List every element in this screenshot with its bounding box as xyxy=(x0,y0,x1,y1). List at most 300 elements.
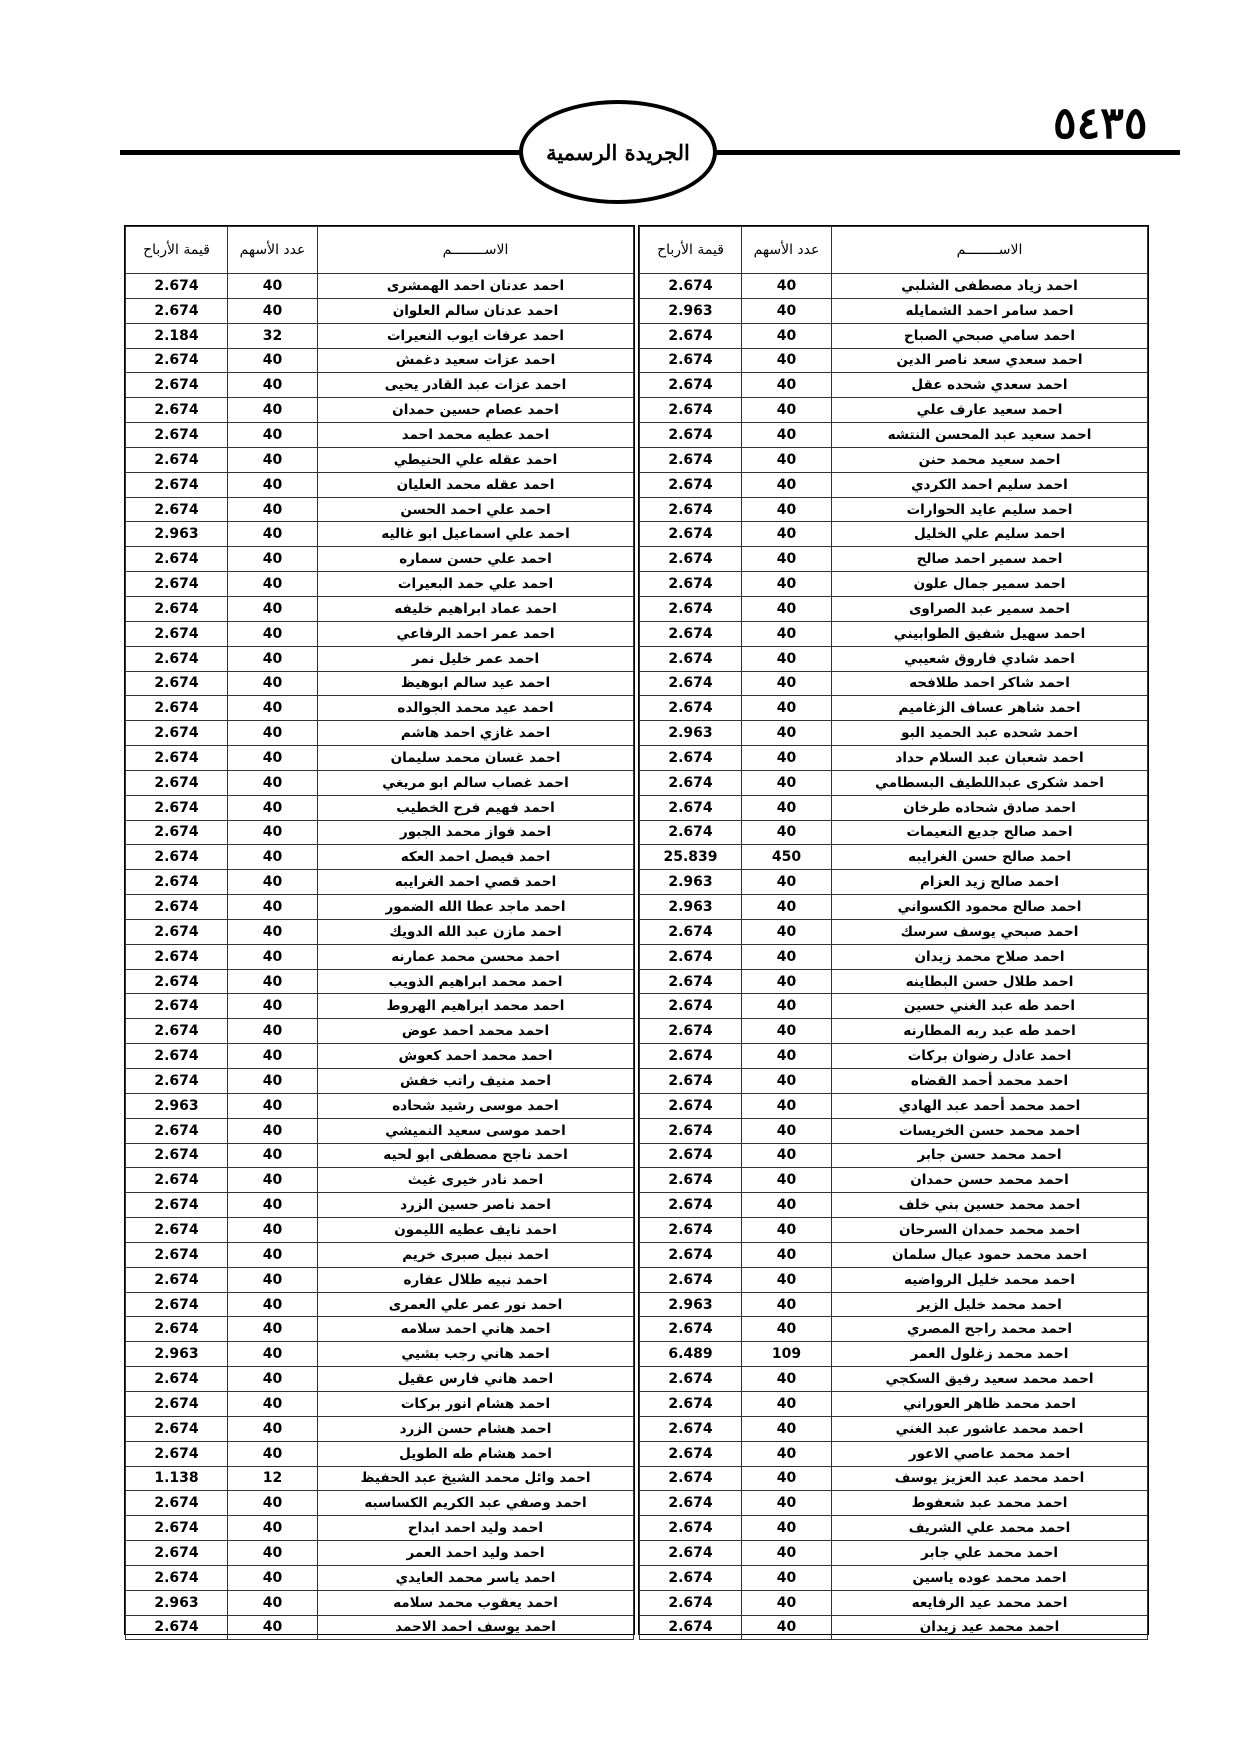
page-number: ٥٤٣٥ xyxy=(1053,98,1148,149)
value-cell: 2.674 xyxy=(126,1168,228,1193)
shares-cell: 40 xyxy=(228,1367,318,1392)
shares-cell: 40 xyxy=(228,1242,318,1267)
shares-cell: 40 xyxy=(742,447,832,472)
value-cell: 2.674 xyxy=(640,1118,742,1143)
shares-cell: 40 xyxy=(228,423,318,448)
shares-cell: 40 xyxy=(742,497,832,522)
name-cell: احمد عدنان احمد الهمشرى xyxy=(318,274,634,299)
table-row xyxy=(640,1118,1148,1143)
name-cell: احمد محمد خليل الرواضيه xyxy=(832,1267,1148,1292)
value-cell: 2.674 xyxy=(126,1516,228,1541)
name-cell: احمد سليم احمد الكردي xyxy=(832,472,1148,497)
table-row xyxy=(126,944,634,969)
table-row xyxy=(640,1143,1148,1168)
shares-cell: 40 xyxy=(742,1615,832,1640)
name-cell: احمد ماجد عطا الله الضمور xyxy=(318,895,634,920)
value-cell: 2.674 xyxy=(126,274,228,299)
shares-cell: 40 xyxy=(228,1391,318,1416)
value-cell: 2.674 xyxy=(126,721,228,746)
value-cell: 2.674 xyxy=(126,596,228,621)
name-cell: احمد فواز محمد الجبور xyxy=(318,820,634,845)
name-cell: احمد صبحي يوسف سرسك xyxy=(832,919,1148,944)
name-cell: احمد محمد أحمد عبد الهادي xyxy=(832,1093,1148,1118)
table-header-row xyxy=(126,227,634,274)
shares-cell: 40 xyxy=(742,596,832,621)
shares-cell: 40 xyxy=(228,447,318,472)
name-cell: احمد سليم علي الخليل xyxy=(832,522,1148,547)
shares-cell: 40 xyxy=(228,596,318,621)
value-cell: 2.963 xyxy=(126,522,228,547)
value-cell: 2.674 xyxy=(126,1218,228,1243)
name-cell: احمد عطيه محمد احمد xyxy=(318,423,634,448)
name-cell: احمد سامي صبحي الصباح xyxy=(832,323,1148,348)
value-cell: 2.674 xyxy=(126,1416,228,1441)
name-cell: احمد وائل محمد الشيخ عبد الحفيظ xyxy=(318,1466,634,1491)
shares-cell: 40 xyxy=(742,423,832,448)
left-dividends-table xyxy=(124,225,635,1635)
table-row xyxy=(126,447,634,472)
table-row xyxy=(126,1391,634,1416)
name-cell: احمد محمد ابراهيم الهروط xyxy=(318,994,634,1019)
table-row xyxy=(640,969,1148,994)
value-cell: 2.963 xyxy=(640,1292,742,1317)
value-cell: 2.674 xyxy=(640,671,742,696)
shares-cell: 40 xyxy=(228,696,318,721)
value-cell: 2.674 xyxy=(126,795,228,820)
value-cell: 2.674 xyxy=(126,1044,228,1069)
shares-cell: 40 xyxy=(742,323,832,348)
shares-cell: 40 xyxy=(742,994,832,1019)
value-cell: 6.489 xyxy=(640,1342,742,1367)
name-cell: احمد نبيل صبرى خريم xyxy=(318,1242,634,1267)
value-cell: 2.674 xyxy=(126,770,228,795)
name-cell: احمد سمير جمال علون xyxy=(832,572,1148,597)
table-row xyxy=(640,1342,1148,1367)
value-cell: 2.674 xyxy=(640,1069,742,1094)
table-row xyxy=(640,1590,1148,1615)
name-cell: احمد مازن عبد الله الدويك xyxy=(318,919,634,944)
value-cell: 2.674 xyxy=(126,919,228,944)
table-row xyxy=(126,870,634,895)
shares-cell: 40 xyxy=(742,870,832,895)
shares-cell: 40 xyxy=(228,621,318,646)
shares-cell: 32 xyxy=(228,323,318,348)
name-cell: احمد ناصر حسين الزرد xyxy=(318,1193,634,1218)
header-shares: عدد الأسهم xyxy=(742,227,832,274)
shares-cell: 40 xyxy=(228,895,318,920)
table-row xyxy=(640,1466,1148,1491)
name-cell: احمد محمد حسن جابر xyxy=(832,1143,1148,1168)
name-cell: احمد علي حسن سماره xyxy=(318,547,634,572)
table-row xyxy=(640,746,1148,771)
name-cell: احمد نور عمر علي العمرى xyxy=(318,1292,634,1317)
right-dividends-table xyxy=(638,225,1149,1635)
value-cell: 2.674 xyxy=(126,1615,228,1640)
shares-cell: 450 xyxy=(742,845,832,870)
table-row xyxy=(126,1168,634,1193)
value-cell: 2.963 xyxy=(126,1342,228,1367)
header-rule-left xyxy=(120,150,530,155)
shares-cell: 40 xyxy=(228,870,318,895)
shares-cell: 40 xyxy=(228,969,318,994)
shares-cell: 40 xyxy=(228,721,318,746)
shares-cell: 40 xyxy=(228,1044,318,1069)
value-cell: 2.674 xyxy=(126,1541,228,1566)
name-cell: احمد شكرى عبداللطيف البسطامي xyxy=(832,770,1148,795)
name-cell: احمد عدنان سالم العلوان xyxy=(318,298,634,323)
name-cell: احمد عيد محمد الجوالده xyxy=(318,696,634,721)
name-cell: احمد صالح محمود الكسواني xyxy=(832,895,1148,920)
name-cell: احمد نايف عطيه الليمون xyxy=(318,1218,634,1243)
value-cell: 2.674 xyxy=(640,795,742,820)
shares-cell: 40 xyxy=(228,919,318,944)
value-cell: 2.963 xyxy=(126,1093,228,1118)
shares-cell: 40 xyxy=(742,1590,832,1615)
name-cell: احمد محمد علي الشريف xyxy=(832,1516,1148,1541)
name-cell: احمد صلاح محمد زيدان xyxy=(832,944,1148,969)
table-row xyxy=(126,1093,634,1118)
value-cell: 2.674 xyxy=(126,547,228,572)
name-cell: احمد محمد عاصي الاعور xyxy=(832,1441,1148,1466)
value-cell: 2.674 xyxy=(640,1019,742,1044)
name-cell: احمد قصي احمد الغرايبه xyxy=(318,870,634,895)
name-cell: احمد محمد سعيد رفيق السكجي xyxy=(832,1367,1148,1392)
table-row xyxy=(126,671,634,696)
table-row xyxy=(126,1267,634,1292)
table-row xyxy=(126,1491,634,1516)
value-cell: 2.674 xyxy=(126,373,228,398)
shares-cell: 40 xyxy=(742,895,832,920)
shares-cell: 40 xyxy=(742,547,832,572)
shares-cell: 40 xyxy=(742,1218,832,1243)
table-row xyxy=(640,1218,1148,1243)
table-row xyxy=(640,870,1148,895)
value-cell: 2.674 xyxy=(126,1069,228,1094)
value-cell: 2.674 xyxy=(640,919,742,944)
name-cell: احمد محسن محمد عمارنه xyxy=(318,944,634,969)
value-cell: 2.184 xyxy=(126,323,228,348)
shares-cell: 40 xyxy=(228,522,318,547)
shares-cell: 40 xyxy=(742,1491,832,1516)
shares-cell: 40 xyxy=(228,1317,318,1342)
name-cell: احمد محمد عوده ياسين xyxy=(832,1565,1148,1590)
value-cell: 2.674 xyxy=(640,1193,742,1218)
value-cell: 2.674 xyxy=(640,696,742,721)
shares-cell: 40 xyxy=(228,770,318,795)
name-cell: احمد موسى سعيد النميشي xyxy=(318,1118,634,1143)
shares-cell: 40 xyxy=(742,1143,832,1168)
shares-cell: 40 xyxy=(228,1590,318,1615)
table-row xyxy=(126,969,634,994)
shares-cell: 40 xyxy=(742,274,832,299)
name-cell: احمد سعيد عارف علي xyxy=(832,398,1148,423)
table-row xyxy=(640,497,1148,522)
shares-cell: 40 xyxy=(228,398,318,423)
value-cell: 2.674 xyxy=(640,1541,742,1566)
shares-cell: 40 xyxy=(228,1093,318,1118)
value-cell: 2.674 xyxy=(640,621,742,646)
shares-cell: 40 xyxy=(228,373,318,398)
value-cell: 2.674 xyxy=(126,870,228,895)
table-row xyxy=(126,1516,634,1541)
name-cell: احمد عرفات ايوب النعيرات xyxy=(318,323,634,348)
header-name: الاســــــــم xyxy=(318,227,634,274)
table-row xyxy=(126,522,634,547)
table-row xyxy=(126,596,634,621)
table-row xyxy=(640,348,1148,373)
shares-cell: 40 xyxy=(742,572,832,597)
table-row xyxy=(640,994,1148,1019)
name-cell: احمد صالح حسن الغرايبه xyxy=(832,845,1148,870)
table-row xyxy=(640,1416,1148,1441)
value-cell: 2.674 xyxy=(126,621,228,646)
shares-cell: 40 xyxy=(742,969,832,994)
shares-cell: 40 xyxy=(742,621,832,646)
shares-cell: 40 xyxy=(742,919,832,944)
table-row xyxy=(126,323,634,348)
table-row xyxy=(126,1565,634,1590)
name-cell: احمد سعدي شحده عقل xyxy=(832,373,1148,398)
table-row xyxy=(126,298,634,323)
name-cell: احمد عقله علي الحنيطي xyxy=(318,447,634,472)
table-row xyxy=(126,1218,634,1243)
name-cell: احمد محمد حسن حمدان xyxy=(832,1168,1148,1193)
name-cell: احمد نبيه طلال عفاره xyxy=(318,1267,634,1292)
table-row xyxy=(126,1541,634,1566)
shares-cell: 40 xyxy=(742,1044,832,1069)
value-cell: 2.674 xyxy=(640,373,742,398)
shares-cell: 40 xyxy=(228,472,318,497)
table-row xyxy=(126,472,634,497)
value-cell: 2.674 xyxy=(126,1565,228,1590)
value-cell: 2.674 xyxy=(126,572,228,597)
table-row xyxy=(126,1292,634,1317)
value-cell: 2.674 xyxy=(126,969,228,994)
table-row xyxy=(640,1044,1148,1069)
name-cell: احمد محمد ظاهر العوراني xyxy=(832,1391,1148,1416)
table-row xyxy=(640,373,1148,398)
value-cell: 2.674 xyxy=(126,1491,228,1516)
shares-cell: 40 xyxy=(228,298,318,323)
header-name: الاســــــــم xyxy=(832,227,1148,274)
name-cell: احمد شعبان عبد السلام حداد xyxy=(832,746,1148,771)
name-cell: احمد طه عبد ربه المطارنه xyxy=(832,1019,1148,1044)
shares-cell: 40 xyxy=(742,1242,832,1267)
table-row xyxy=(126,572,634,597)
name-cell: احمد يوسف احمد الاحمد xyxy=(318,1615,634,1640)
value-cell: 2.674 xyxy=(640,1093,742,1118)
name-cell: احمد عزات عبد القادر يحيى xyxy=(318,373,634,398)
value-cell: 2.674 xyxy=(640,1242,742,1267)
value-cell: 2.674 xyxy=(640,323,742,348)
name-cell: احمد سعيد محمد حنن xyxy=(832,447,1148,472)
table-row xyxy=(126,1242,634,1267)
value-cell: 2.674 xyxy=(640,274,742,299)
table-row xyxy=(640,1391,1148,1416)
value-cell: 2.674 xyxy=(640,497,742,522)
shares-cell: 40 xyxy=(228,497,318,522)
name-cell: احمد عزات سعيد دغمش xyxy=(318,348,634,373)
name-cell: احمد محمد زغلول العمر xyxy=(832,1342,1148,1367)
shares-cell: 40 xyxy=(742,1193,832,1218)
shares-cell: 40 xyxy=(228,1193,318,1218)
shares-cell: 40 xyxy=(228,746,318,771)
name-cell: احمد محمد أحمد القضاه xyxy=(832,1069,1148,1094)
table-row xyxy=(640,1516,1148,1541)
shares-cell: 40 xyxy=(228,1516,318,1541)
name-cell: احمد محمد احمد عوض xyxy=(318,1019,634,1044)
table-row xyxy=(126,1590,634,1615)
value-cell: 2.674 xyxy=(126,1267,228,1292)
name-cell: احمد وليد احمد ابداح xyxy=(318,1516,634,1541)
shares-cell: 40 xyxy=(228,547,318,572)
value-cell: 2.674 xyxy=(640,1367,742,1392)
value-cell: 2.674 xyxy=(640,1441,742,1466)
name-cell: احمد غازي احمد هاشم xyxy=(318,721,634,746)
name-cell: احمد محمد حسين بني خلف xyxy=(832,1193,1148,1218)
shares-cell: 40 xyxy=(742,1391,832,1416)
table-row xyxy=(126,1118,634,1143)
name-cell: احمد سعيد عبد المحسن النتشه xyxy=(832,423,1148,448)
value-cell: 2.674 xyxy=(640,423,742,448)
shares-cell: 40 xyxy=(228,1118,318,1143)
table-row xyxy=(126,1466,634,1491)
shares-cell: 40 xyxy=(228,348,318,373)
table-row xyxy=(640,671,1148,696)
name-cell: احمد هشام حسن الزرد xyxy=(318,1416,634,1441)
value-cell: 2.674 xyxy=(126,423,228,448)
shares-cell: 40 xyxy=(742,770,832,795)
name-cell: احمد صالح جديع النعيمات xyxy=(832,820,1148,845)
table-row xyxy=(640,696,1148,721)
gazette-title-oval xyxy=(519,100,717,204)
table-row xyxy=(126,1019,634,1044)
name-cell: احمد عصام حسين حمدان xyxy=(318,398,634,423)
value-cell: 2.674 xyxy=(126,696,228,721)
table-row xyxy=(126,1317,634,1342)
name-cell: احمد شحده عبد الحميد البو xyxy=(832,721,1148,746)
table-row xyxy=(640,1367,1148,1392)
name-cell: احمد شاكر احمد طلافحه xyxy=(832,671,1148,696)
value-cell: 2.674 xyxy=(126,1367,228,1392)
name-cell: احمد صادق شحاده طرخان xyxy=(832,795,1148,820)
table-row xyxy=(126,820,634,845)
name-cell: احمد صالح زيد العزام xyxy=(832,870,1148,895)
table-header-row xyxy=(640,227,1148,274)
name-cell: احمد محمد عيد زيدان xyxy=(832,1615,1148,1640)
table-row xyxy=(126,373,634,398)
name-cell: احمد عمر خليل نمر xyxy=(318,646,634,671)
left-table-body xyxy=(126,274,634,1640)
shares-cell: 40 xyxy=(742,1118,832,1143)
header-value: قيمة الأرباح xyxy=(640,227,742,274)
name-cell: احمد عماد ابراهيم خليفه xyxy=(318,596,634,621)
shares-cell: 40 xyxy=(742,373,832,398)
shares-cell: 40 xyxy=(742,1541,832,1566)
table-row xyxy=(640,646,1148,671)
shares-cell: 40 xyxy=(742,696,832,721)
shares-cell: 109 xyxy=(742,1342,832,1367)
table-row xyxy=(126,547,634,572)
shares-cell: 40 xyxy=(228,1441,318,1466)
table-row xyxy=(640,1615,1148,1640)
name-cell: احمد محمد عاشور عبد الغني xyxy=(832,1416,1148,1441)
name-cell: احمد عقله محمد العليان xyxy=(318,472,634,497)
shares-cell: 40 xyxy=(742,820,832,845)
table-row xyxy=(126,497,634,522)
shares-cell: 40 xyxy=(742,348,832,373)
table-row xyxy=(640,1541,1148,1566)
shares-cell: 40 xyxy=(742,1441,832,1466)
value-cell: 2.674 xyxy=(640,1590,742,1615)
name-cell: احمد محمد احمد كعوش xyxy=(318,1044,634,1069)
value-cell: 2.674 xyxy=(640,1416,742,1441)
shares-cell: 40 xyxy=(742,1168,832,1193)
shares-cell: 40 xyxy=(742,1367,832,1392)
shares-cell: 40 xyxy=(228,1541,318,1566)
table-row xyxy=(640,919,1148,944)
shares-cell: 40 xyxy=(228,646,318,671)
shares-cell: 40 xyxy=(228,994,318,1019)
table-row xyxy=(640,770,1148,795)
value-cell: 2.674 xyxy=(126,646,228,671)
name-cell: احمد فهيم فرح الخطيب xyxy=(318,795,634,820)
table-row xyxy=(640,472,1148,497)
name-cell: احمد هشام طه الطويل xyxy=(318,1441,634,1466)
value-cell: 2.674 xyxy=(640,447,742,472)
shares-cell: 40 xyxy=(228,1168,318,1193)
value-cell: 2.674 xyxy=(126,1441,228,1466)
name-cell: احمد سمير احمد صالح xyxy=(832,547,1148,572)
value-cell: 2.674 xyxy=(640,472,742,497)
name-cell: احمد سهيل شفيق الطوابيني xyxy=(832,621,1148,646)
name-cell: احمد عادل رضوان بركات xyxy=(832,1044,1148,1069)
name-cell: احمد فيصل احمد العكه xyxy=(318,845,634,870)
shares-cell: 40 xyxy=(742,1416,832,1441)
shares-cell: 40 xyxy=(742,472,832,497)
shares-cell: 40 xyxy=(228,944,318,969)
table-row xyxy=(126,1342,634,1367)
table-row xyxy=(126,994,634,1019)
shares-cell: 40 xyxy=(742,1466,832,1491)
name-cell: احمد سعدي سعد ناصر الدين xyxy=(832,348,1148,373)
table-row xyxy=(640,1565,1148,1590)
name-cell: احمد طلال حسن البطاينه xyxy=(832,969,1148,994)
name-cell: احمد يعقوب محمد سلامه xyxy=(318,1590,634,1615)
name-cell: احمد شاهر عساف الزغاميم xyxy=(832,696,1148,721)
table-row xyxy=(640,1491,1148,1516)
value-cell: 2.963 xyxy=(640,298,742,323)
value-cell: 2.674 xyxy=(126,1317,228,1342)
value-cell: 2.674 xyxy=(640,1267,742,1292)
value-cell: 2.674 xyxy=(126,671,228,696)
shares-cell: 12 xyxy=(228,1466,318,1491)
shares-cell: 40 xyxy=(228,274,318,299)
name-cell: احمد محمد حمود عيال سلمان xyxy=(832,1242,1148,1267)
value-cell: 2.674 xyxy=(640,969,742,994)
table-row xyxy=(640,1093,1148,1118)
shares-cell: 40 xyxy=(742,671,832,696)
value-cell: 2.674 xyxy=(640,1044,742,1069)
name-cell: احمد ناجح مصطفى ابو لحيه xyxy=(318,1143,634,1168)
shares-cell: 40 xyxy=(228,1416,318,1441)
table-row xyxy=(126,1143,634,1168)
table-row xyxy=(126,348,634,373)
name-cell: احمد محمد ابراهيم الذويب xyxy=(318,969,634,994)
name-cell: احمد محمد عبد شعفوط xyxy=(832,1491,1148,1516)
table-row xyxy=(126,895,634,920)
shares-cell: 40 xyxy=(742,1069,832,1094)
